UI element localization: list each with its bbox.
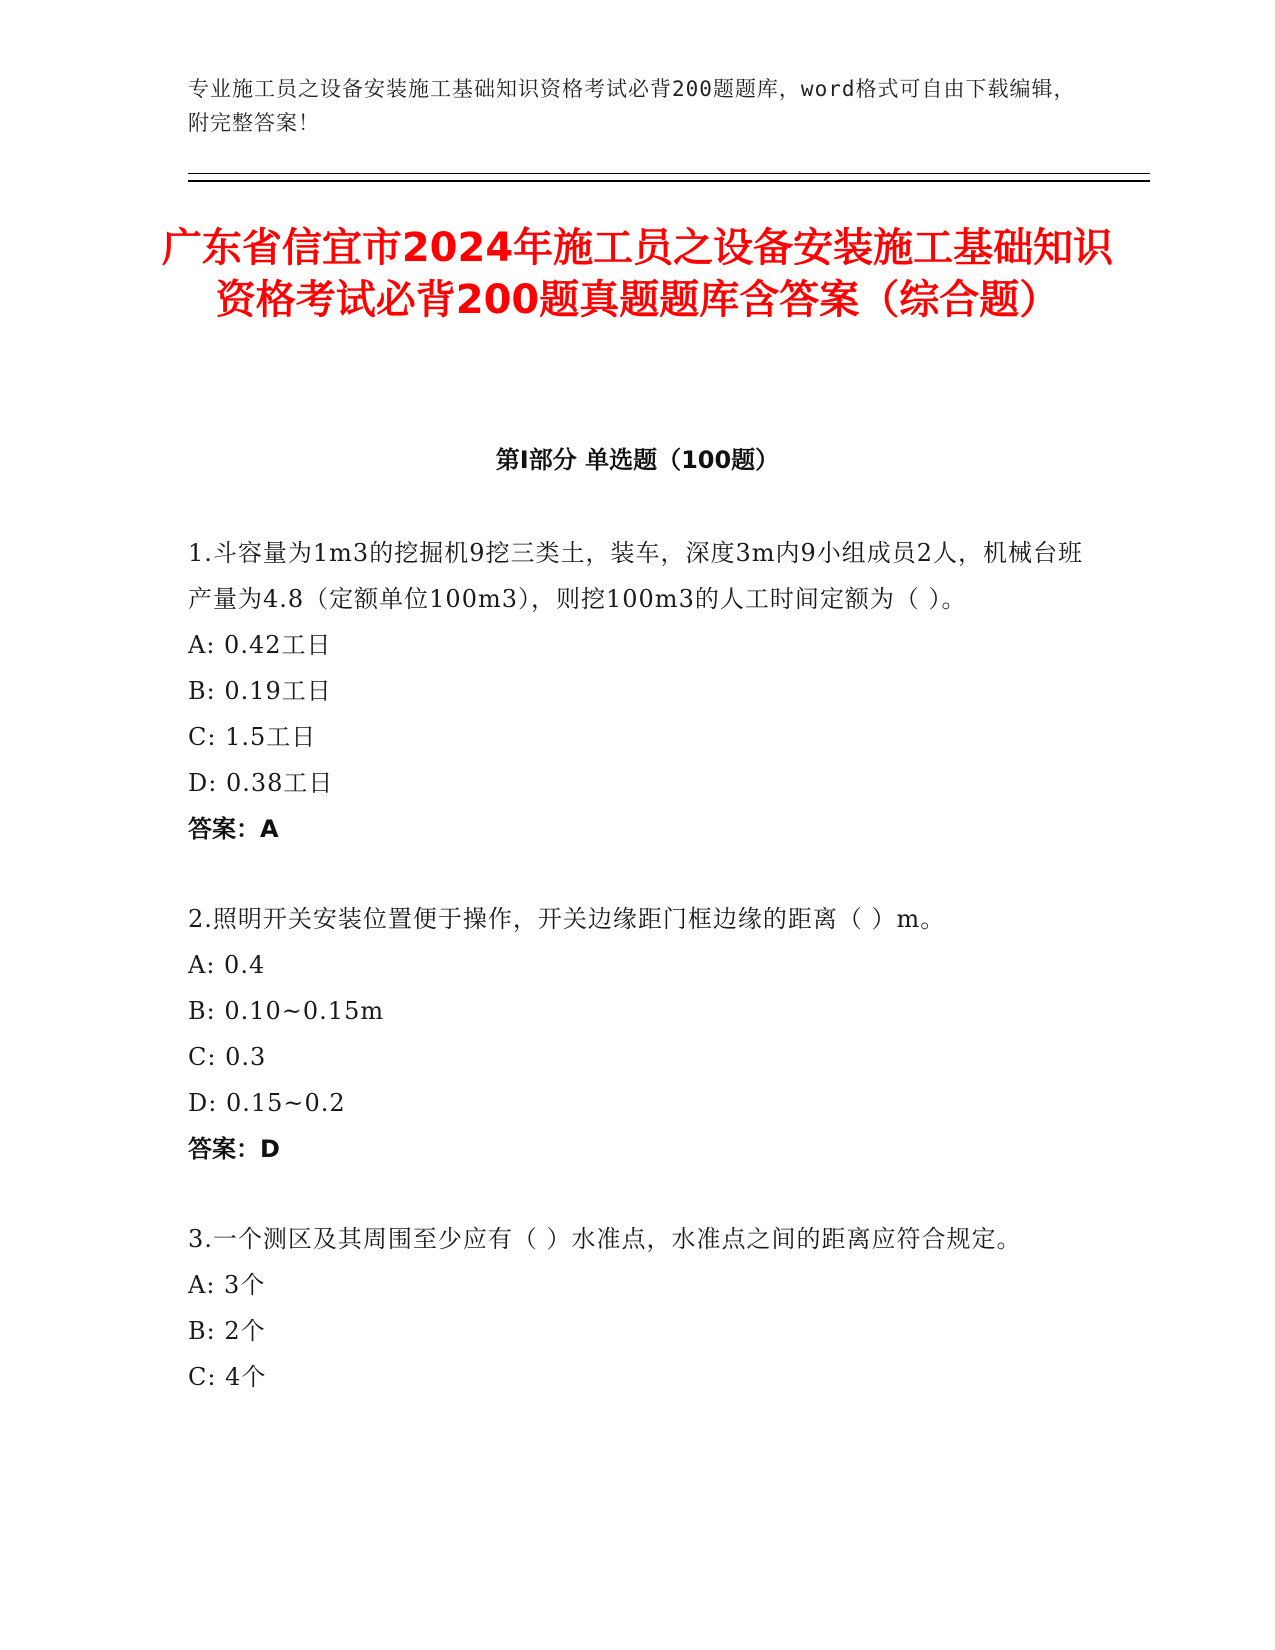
document-title: 广东省信宜市2024年施工员之设备安装施工基础知识资格考试必背200题真题题库含答案（综合题）	[161, 225, 1114, 323]
question-item	[188, 1216, 1088, 1400]
header-rule-thick	[188, 180, 1150, 182]
question-option-d: D: 0.15~0.2	[188, 1089, 346, 1117]
question-option-c: C: 0.3	[188, 1043, 267, 1071]
question-option-a: A: 0.42工日	[188, 631, 332, 659]
question-option-a: A: 3个	[188, 1271, 266, 1299]
question-option-b: B: 0.10~0.15m	[188, 997, 385, 1025]
question-option-b: B: 2个	[188, 1317, 266, 1345]
question-option-b: B: 0.19工日	[188, 677, 332, 705]
question-answer: 答案：A	[188, 815, 279, 843]
question-option-d: D: 0.38工日	[188, 769, 334, 797]
question-option-c: C: 1.5工日	[188, 723, 317, 751]
question-answer: 答案：D	[188, 1135, 280, 1163]
header-note: 专业施工员之设备安装施工基础知识资格考试必背200题题库，word格式可自由下载编辑，附完整答案！	[188, 77, 1076, 135]
question-option-a: A: 0.4	[188, 951, 266, 979]
question-stem: 1.斗容量为1m3的挖掘机9挖三类土，装车，深度3m内9小组成员2人，机械台班产量为4.8（定额单位100m3），则挖100m3的人工时间定额为（ ）。	[188, 539, 1084, 613]
question-list	[188, 530, 1088, 1444]
section-heading: 第I部分 单选题（100题）	[495, 446, 780, 474]
question-stem: 3.一个测区及其周围至少应有（ ）水准点，水准点之间的距离应符合规定。	[188, 1225, 1022, 1253]
question-option-c: C: 4个	[188, 1363, 267, 1391]
header-rule-thin	[188, 173, 1150, 174]
question-stem: 2.照明开关安装位置便于操作，开关边缘距门框边缘的距离（ ）m。	[188, 905, 946, 933]
question-item	[188, 896, 1088, 1172]
question-item	[188, 530, 1088, 852]
